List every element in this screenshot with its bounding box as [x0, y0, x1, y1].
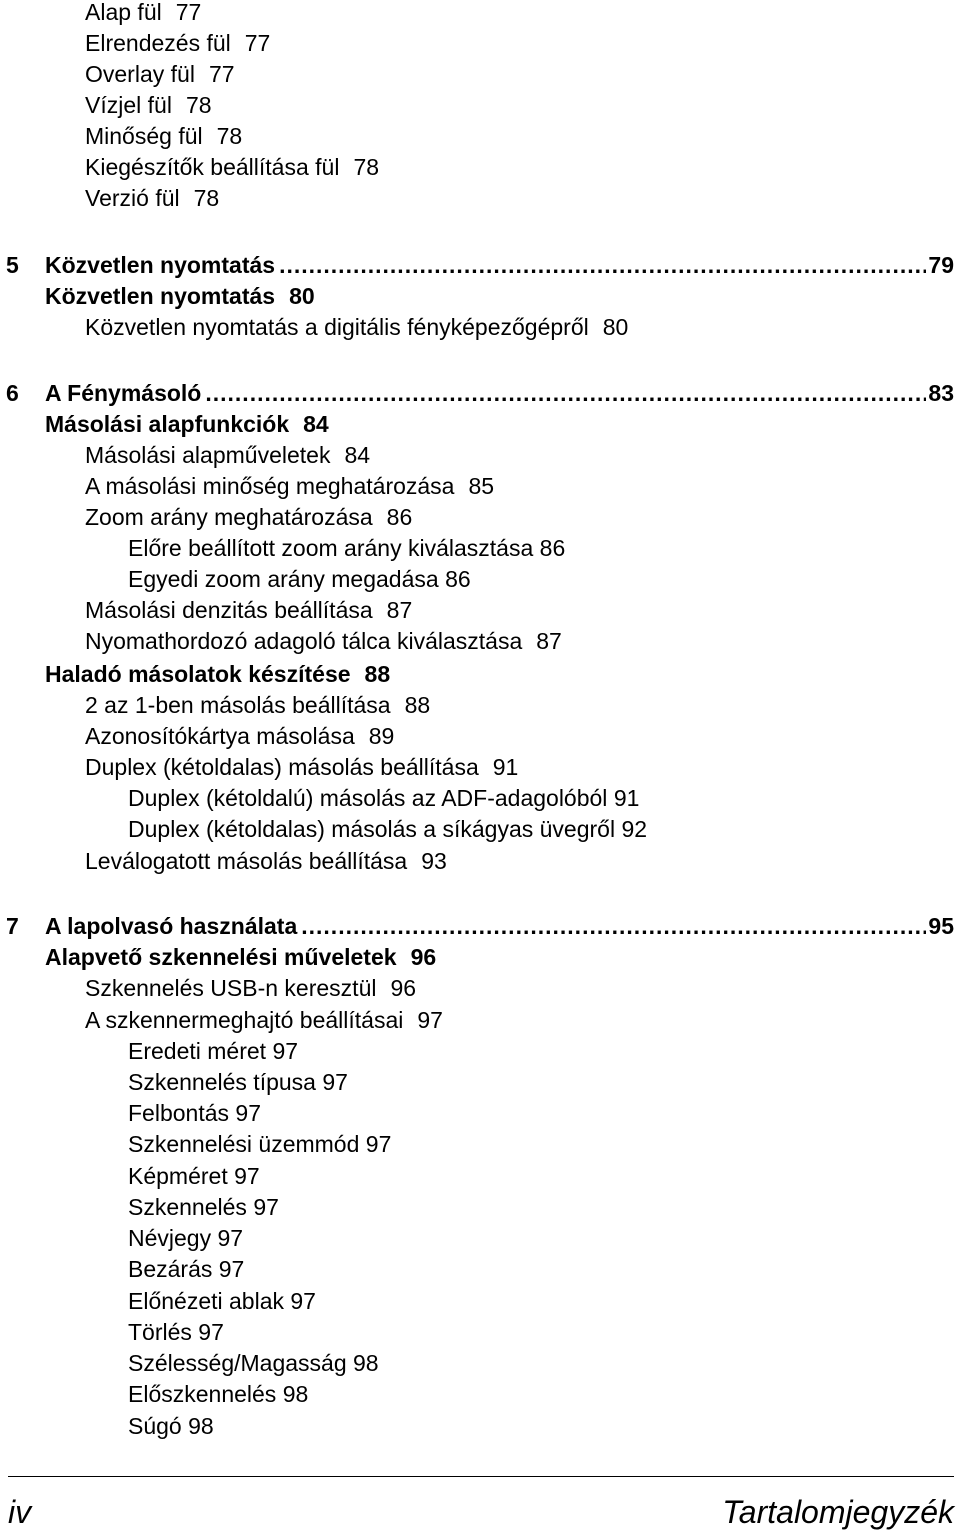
- toc-entry-title: Másolási denzitás beállítása: [85, 597, 373, 623]
- toc-entry[interactable]: [85, 27, 270, 59]
- toc-subentry-title: Képméret: [128, 1163, 228, 1189]
- toc-section[interactable]: [45, 941, 436, 973]
- toc-entry[interactable]: [85, 89, 212, 121]
- chapter-number: 7: [6, 913, 19, 939]
- chapter-title: A lapolvasó használata: [45, 913, 298, 939]
- chapter-page: 79: [928, 252, 954, 278]
- toc-section-page: 80: [289, 283, 315, 309]
- toc-section[interactable]: [45, 280, 315, 312]
- toc-entry[interactable]: [85, 151, 379, 183]
- toc-entry-page: 96: [390, 975, 417, 1001]
- toc-entry-page: 77: [175, 0, 202, 25]
- toc-subentry[interactable]: [128, 1347, 379, 1379]
- toc-subentry-title: Eredeti méret: [128, 1038, 267, 1064]
- toc-subentry-title: Szkennelési üzemmód: [128, 1131, 360, 1157]
- toc-entry-title: Közvetlen nyomtatás a digitális fényképezőgépről: [85, 314, 589, 340]
- chapter-title: Közvetlen nyomtatás: [45, 252, 276, 278]
- toc-entry-page: 88: [404, 692, 431, 718]
- toc-subentry-page: 97: [198, 1319, 224, 1345]
- toc-entry-page: 87: [536, 628, 562, 654]
- toc-subentry-page: 97: [322, 1069, 348, 1095]
- toc-subentry[interactable]: [128, 532, 565, 564]
- toc-entry[interactable]: [85, 689, 430, 721]
- toc-subentry-title: Szkennelés típusa: [128, 1069, 316, 1095]
- toc-entry[interactable]: [85, 470, 494, 502]
- toc-subentry-title: Egyedi zoom arány megadása: [128, 566, 439, 592]
- toc-subentry-page: 86: [445, 566, 471, 592]
- toc-entry-title: Szkennelés USB-n keresztül: [85, 975, 377, 1001]
- toc-subentry-title: Előnézeti ablak: [128, 1288, 284, 1314]
- toc-entry[interactable]: [85, 182, 219, 214]
- toc-subentry-page: 97: [234, 1163, 260, 1189]
- toc-subentry-page: 86: [539, 535, 566, 561]
- toc-entry-title: Alap fül: [85, 0, 162, 25]
- toc-entry-page: 77: [208, 61, 235, 87]
- toc-entry[interactable]: [85, 1004, 443, 1036]
- toc-subentry[interactable]: [128, 1378, 308, 1410]
- toc-subentry-title: Előre beállított zoom arány kiválasztása: [128, 535, 534, 561]
- chapter-heading[interactable]: [6, 377, 954, 409]
- footer-title: Tartalomjegyzék: [722, 1494, 954, 1530]
- toc-subentry[interactable]: [128, 1222, 243, 1254]
- toc-subentry[interactable]: [128, 1128, 391, 1160]
- toc-entry-title: Overlay fül: [85, 61, 195, 87]
- toc-entry-title: 2 az 1-ben másolás beállítása: [85, 692, 391, 718]
- toc-entry[interactable]: [85, 751, 518, 783]
- toc-entry-page: 78: [216, 123, 243, 149]
- toc-entry-title: Leválogatott másolás beállítása: [85, 848, 408, 874]
- toc-subentry-title: Súgó: [128, 1413, 182, 1439]
- toc-subentry-page: 92: [621, 816, 648, 842]
- toc-subentry-page: 97: [218, 1256, 245, 1282]
- toc-subentry-page: 97: [235, 1100, 261, 1126]
- toc-section-page: 88: [364, 661, 391, 687]
- toc-entry-page: 86: [386, 504, 413, 530]
- toc-entry[interactable]: [85, 594, 412, 626]
- toc-entry-title: A szkennermeghajtó beállításai: [85, 1007, 404, 1033]
- toc-entry[interactable]: [85, 0, 201, 28]
- toc-entry[interactable]: [85, 439, 370, 471]
- toc-subentry-page: 98: [188, 1413, 214, 1439]
- toc-entry-title: Kiegészítők beállítása fül: [85, 154, 340, 180]
- toc-subentry-page: 98: [282, 1381, 309, 1407]
- toc-subentry[interactable]: [128, 1160, 260, 1192]
- dot-leader: [205, 377, 926, 409]
- toc-subentry[interactable]: [128, 1035, 298, 1067]
- chapter-title: A Fénymásoló: [45, 380, 202, 406]
- chapter-number: 5: [6, 252, 19, 278]
- toc-subentry[interactable]: [128, 1285, 316, 1317]
- toc-entry-page: 78: [353, 154, 380, 180]
- toc-subentry-title: Duplex (kétoldalú) másolás az ADF-adagolóból: [128, 785, 608, 811]
- toc-entry-page: 87: [386, 597, 413, 623]
- toc-subentry[interactable]: [128, 1410, 214, 1442]
- toc-subentry-page: 97: [253, 1194, 279, 1220]
- toc-entry-title: Vízjel fül: [85, 92, 172, 118]
- toc-subentry-title: Bezárás: [128, 1256, 213, 1282]
- toc-subentry-page: 97: [272, 1038, 299, 1064]
- toc-subentry[interactable]: [128, 813, 647, 845]
- toc-entry-page: 77: [244, 30, 271, 56]
- toc-entry-title: Elrendezés fül: [85, 30, 231, 56]
- toc-subentry[interactable]: [128, 1066, 348, 1098]
- toc-subentry-title: Duplex (kétoldalas) másolás a síkágyas üvegről: [128, 816, 616, 842]
- toc-subentry[interactable]: [128, 782, 639, 814]
- toc-entry-title: Másolási alapműveletek: [85, 442, 331, 468]
- footer-divider: [8, 1476, 954, 1477]
- toc-subentry[interactable]: [128, 1316, 224, 1348]
- toc-subentry-page: 91: [613, 785, 640, 811]
- toc-subentry-page: 97: [365, 1131, 392, 1157]
- toc-subentry-title: Előszkennelés: [128, 1381, 277, 1407]
- toc-section-page: 84: [303, 411, 329, 437]
- toc-entry-page: 84: [344, 442, 371, 468]
- toc-entry-title: Verzió fül: [85, 185, 180, 211]
- toc-subentry-title: Felbontás: [128, 1100, 230, 1126]
- dot-leader: [279, 249, 926, 281]
- toc-entry-title: Zoom arány meghatározása: [85, 504, 373, 530]
- toc-entry[interactable]: [85, 501, 412, 533]
- toc-entry-title: Azonosítókártya másolása: [85, 723, 355, 749]
- toc-subentry-title: Szkennelés: [128, 1194, 247, 1220]
- toc-entry[interactable]: [85, 58, 235, 90]
- toc-entry[interactable]: [85, 720, 394, 752]
- toc-section-title: Alapvető szkennelési műveletek: [45, 944, 397, 970]
- toc-section-page: 96: [410, 944, 437, 970]
- toc-section[interactable]: [45, 408, 329, 440]
- toc-subentry-page: 97: [217, 1225, 244, 1251]
- toc-entry-title: Duplex (kétoldalas) másolás beállítása: [85, 754, 479, 780]
- toc-entry-page: 78: [193, 185, 220, 211]
- chapter-page: 83: [928, 380, 954, 406]
- toc-section[interactable]: [45, 658, 390, 690]
- toc-entry[interactable]: [85, 972, 416, 1004]
- chapter-number: 6: [6, 380, 19, 406]
- toc-entry-page: 97: [417, 1007, 443, 1033]
- toc-entry-title: Minőség fül: [85, 123, 203, 149]
- toc-section-title: Másolási alapfunkciók: [45, 411, 290, 437]
- toc-entry[interactable]: [85, 311, 628, 343]
- toc-subentry-page: 97: [290, 1288, 316, 1314]
- chapter-heading[interactable]: [6, 910, 954, 942]
- toc-entry-page: 93: [421, 848, 447, 874]
- toc-entry[interactable]: [85, 845, 447, 877]
- toc-subentry-title: Szélesség/Magasság: [128, 1350, 347, 1376]
- toc-subentry[interactable]: [128, 1253, 244, 1285]
- toc-subentry[interactable]: [128, 1191, 279, 1223]
- chapter-page: 95: [928, 913, 954, 939]
- toc-subentry[interactable]: [128, 1097, 261, 1129]
- footer-page-number: iv: [8, 1494, 32, 1530]
- toc-entry-page: 89: [368, 723, 395, 749]
- toc-entry[interactable]: [85, 625, 562, 657]
- toc-section-title: Közvetlen nyomtatás: [45, 283, 276, 309]
- toc-entry-page: 80: [602, 314, 629, 340]
- toc-entry-title: Nyomathordozó adagoló tálca kiválasztása: [85, 628, 523, 654]
- toc-entry-page: 91: [492, 754, 519, 780]
- toc-subentry-title: Törlés: [128, 1319, 192, 1345]
- toc-entry[interactable]: [85, 120, 242, 152]
- chapter-heading[interactable]: [6, 249, 954, 281]
- toc-entry-page: 85: [468, 473, 495, 499]
- dot-leader: [301, 910, 926, 942]
- toc-entry-page: 78: [185, 92, 212, 118]
- toc-entry-title: A másolási minőség meghatározása: [85, 473, 455, 499]
- toc-subentry-page: 98: [353, 1350, 379, 1376]
- toc-section-title: Haladó másolatok készítése: [45, 661, 351, 687]
- toc-subentry[interactable]: [128, 563, 471, 595]
- toc-subentry-title: Névjegy: [128, 1225, 212, 1251]
